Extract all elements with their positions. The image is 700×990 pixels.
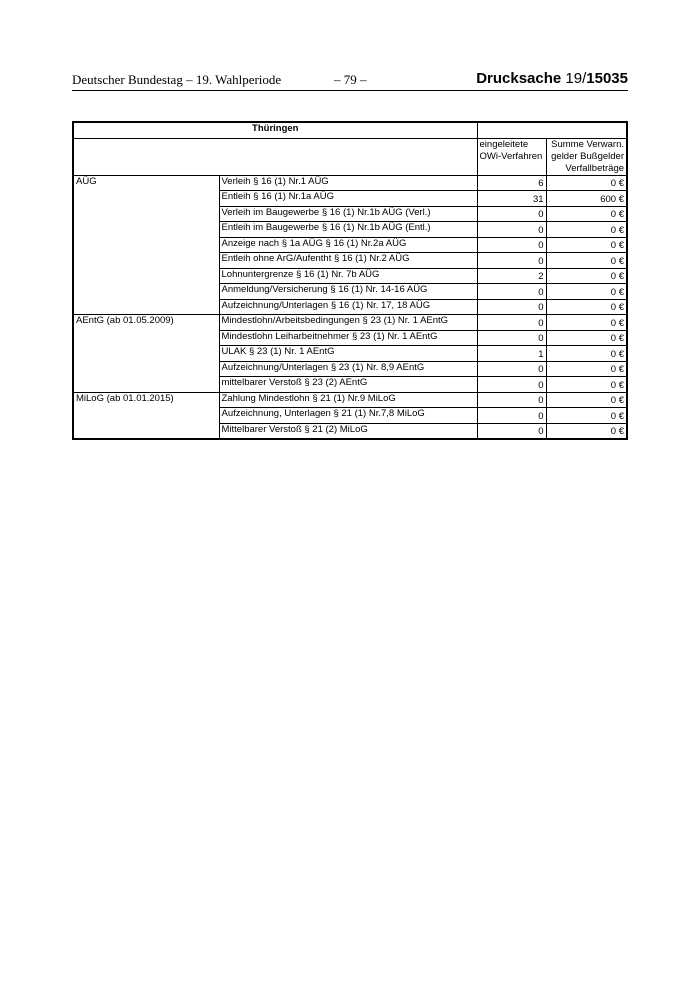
verfahren-count: 0: [477, 284, 546, 300]
summe-amount: 0 €: [546, 175, 627, 191]
row-label: Anmeldung/Versicherung § 16 (1) Nr. 14-16 AÜG: [219, 284, 477, 300]
verfahren-count: 0: [477, 408, 546, 424]
column-header-verfahren: eingeleitete OWi-Verfahren: [477, 138, 546, 175]
table-row: [73, 222, 627, 238]
header-publication: Deutscher Bundestag – 19. Wahlperiode: [72, 72, 282, 87]
table-row: [73, 237, 627, 253]
row-label: Entleih ohne ArG/Aufentht § 16 (1) Nr.2 AÜG: [219, 253, 477, 269]
column-header-summe: Summe Verwarn. gelder Bußgelder Verfallbeträge: [546, 138, 627, 175]
verfahren-count: 0: [477, 361, 546, 377]
summe-amount: 0 €: [546, 237, 627, 253]
table-title-row: [73, 122, 627, 138]
group-spacer: [73, 330, 219, 346]
verfahren-count: 0: [477, 423, 546, 439]
summe-amount: 0 €: [546, 315, 627, 331]
summe-amount: 0 €: [546, 253, 627, 269]
table-row: [73, 299, 627, 315]
summe-amount: 0 €: [546, 377, 627, 393]
verfahren-count: 0: [477, 299, 546, 315]
header-drucksache: [476, 70, 628, 87]
row-label: Anzeige nach § 1a AÜG § 16 (1) Nr.2a AÜG: [219, 237, 477, 253]
header-page-number: – 79 –: [334, 72, 367, 87]
table-row: [73, 206, 627, 222]
table-row: [73, 408, 627, 424]
verfahren-count: 0: [477, 330, 546, 346]
row-label: Entleih § 16 (1) Nr.1a AÜG: [219, 191, 477, 207]
table-row: [73, 361, 627, 377]
verfahren-count: 0: [477, 377, 546, 393]
summe-amount: 0 €: [546, 222, 627, 238]
summe-amount: 0 €: [546, 423, 627, 439]
header-drucksache-number: 15035: [586, 70, 628, 87]
row-label: Mittelbarer Verstoß § 21 (2) MiLoG: [219, 423, 477, 439]
verfahren-count: 6: [477, 175, 546, 191]
group-spacer: [73, 253, 219, 269]
table-row: [73, 315, 627, 331]
group-spacer: [73, 346, 219, 362]
summe-amount: 600 €: [546, 191, 627, 207]
group-label: AÜG: [73, 175, 219, 191]
summe-amount: 0 €: [546, 330, 627, 346]
group-spacer: [73, 299, 219, 315]
header-drucksache-period: 19/: [561, 70, 587, 87]
verfahren-count: 0: [477, 315, 546, 331]
group-spacer: [73, 206, 219, 222]
verfahren-count: 0: [477, 222, 546, 238]
row-label: Aufzeichnung, Unterlagen § 21 (1) Nr.7,8 MiLoG: [219, 408, 477, 424]
row-label: Verleih § 16 (1) Nr.1 AÜG: [219, 175, 477, 191]
row-label: ULAK § 23 (1) Nr. 1 AEntG: [219, 346, 477, 362]
row-label: Verleih im Baugewerbe § 16 (1) Nr.1b AÜG (Verl.): [219, 206, 477, 222]
verfahren-count: 0: [477, 237, 546, 253]
group-spacer: [73, 222, 219, 238]
summe-amount: 0 €: [546, 346, 627, 362]
table-header-row: [73, 138, 627, 175]
verfahren-count: 31: [477, 191, 546, 207]
group-spacer: [73, 377, 219, 393]
verfahren-count: 0: [477, 206, 546, 222]
header-blank-cell: [73, 138, 477, 175]
table-title-empty: [477, 122, 627, 138]
table-row: [73, 346, 627, 362]
table-row: [73, 284, 627, 300]
summe-amount: 0 €: [546, 268, 627, 284]
table-row: [73, 377, 627, 393]
row-label: Mindestlohn/Arbeitsbedingungen § 23 (1) Nr. 1 AEntG: [219, 315, 477, 331]
group-spacer: [73, 237, 219, 253]
row-label: Mindestlohn Leiharbeitnehmer § 23 (1) Nr. 1 AEntG: [219, 330, 477, 346]
summe-amount: 0 €: [546, 206, 627, 222]
table-row: [73, 392, 627, 408]
table-row: [73, 268, 627, 284]
group-spacer: [73, 191, 219, 207]
header-rule: [72, 90, 628, 91]
summe-amount: 0 €: [546, 284, 627, 300]
group-spacer: [73, 408, 219, 424]
verfahren-count: 0: [477, 392, 546, 408]
summe-amount: 0 €: [546, 392, 627, 408]
row-label: mittelbarer Verstoß § 23 (2) AEntG: [219, 377, 477, 393]
summe-amount: 0 €: [546, 408, 627, 424]
group-spacer: [73, 361, 219, 377]
group-spacer: [73, 268, 219, 284]
verfahren-count: 1: [477, 346, 546, 362]
summe-amount: 0 €: [546, 299, 627, 315]
row-label: Aufzeichnung/Unterlagen § 16 (1) Nr. 17, 18 AÜG: [219, 299, 477, 315]
verfahren-count: 2: [477, 268, 546, 284]
table-title: Thüringen: [73, 122, 477, 138]
table-row: [73, 423, 627, 439]
row-label: Entleih im Baugewerbe § 16 (1) Nr.1b AÜG (Entl.): [219, 222, 477, 238]
table-row: [73, 175, 627, 191]
page-header: [72, 72, 628, 90]
row-label: Zahlung Mindestlohn § 21 (1) Nr.9 MiLoG: [219, 392, 477, 408]
table-row: [73, 253, 627, 269]
row-label: Lohnuntergrenze § 16 (1) Nr. 7b AÜG: [219, 268, 477, 284]
verfahren-count: 0: [477, 253, 546, 269]
row-label: Aufzeichnung/Unterlagen § 23 (1) Nr. 8,9 AEntG: [219, 361, 477, 377]
group-spacer: [73, 423, 219, 439]
group-spacer: [73, 284, 219, 300]
group-label: MiLoG (ab 01.01.2015): [73, 392, 219, 408]
table-row: [73, 191, 627, 207]
statistics-table: [72, 121, 628, 440]
header-drucksache-label: Drucksache: [476, 70, 562, 87]
summe-amount: 0 €: [546, 361, 627, 377]
table-row: [73, 330, 627, 346]
group-label: AEntG (ab 01.05.2009): [73, 315, 219, 331]
